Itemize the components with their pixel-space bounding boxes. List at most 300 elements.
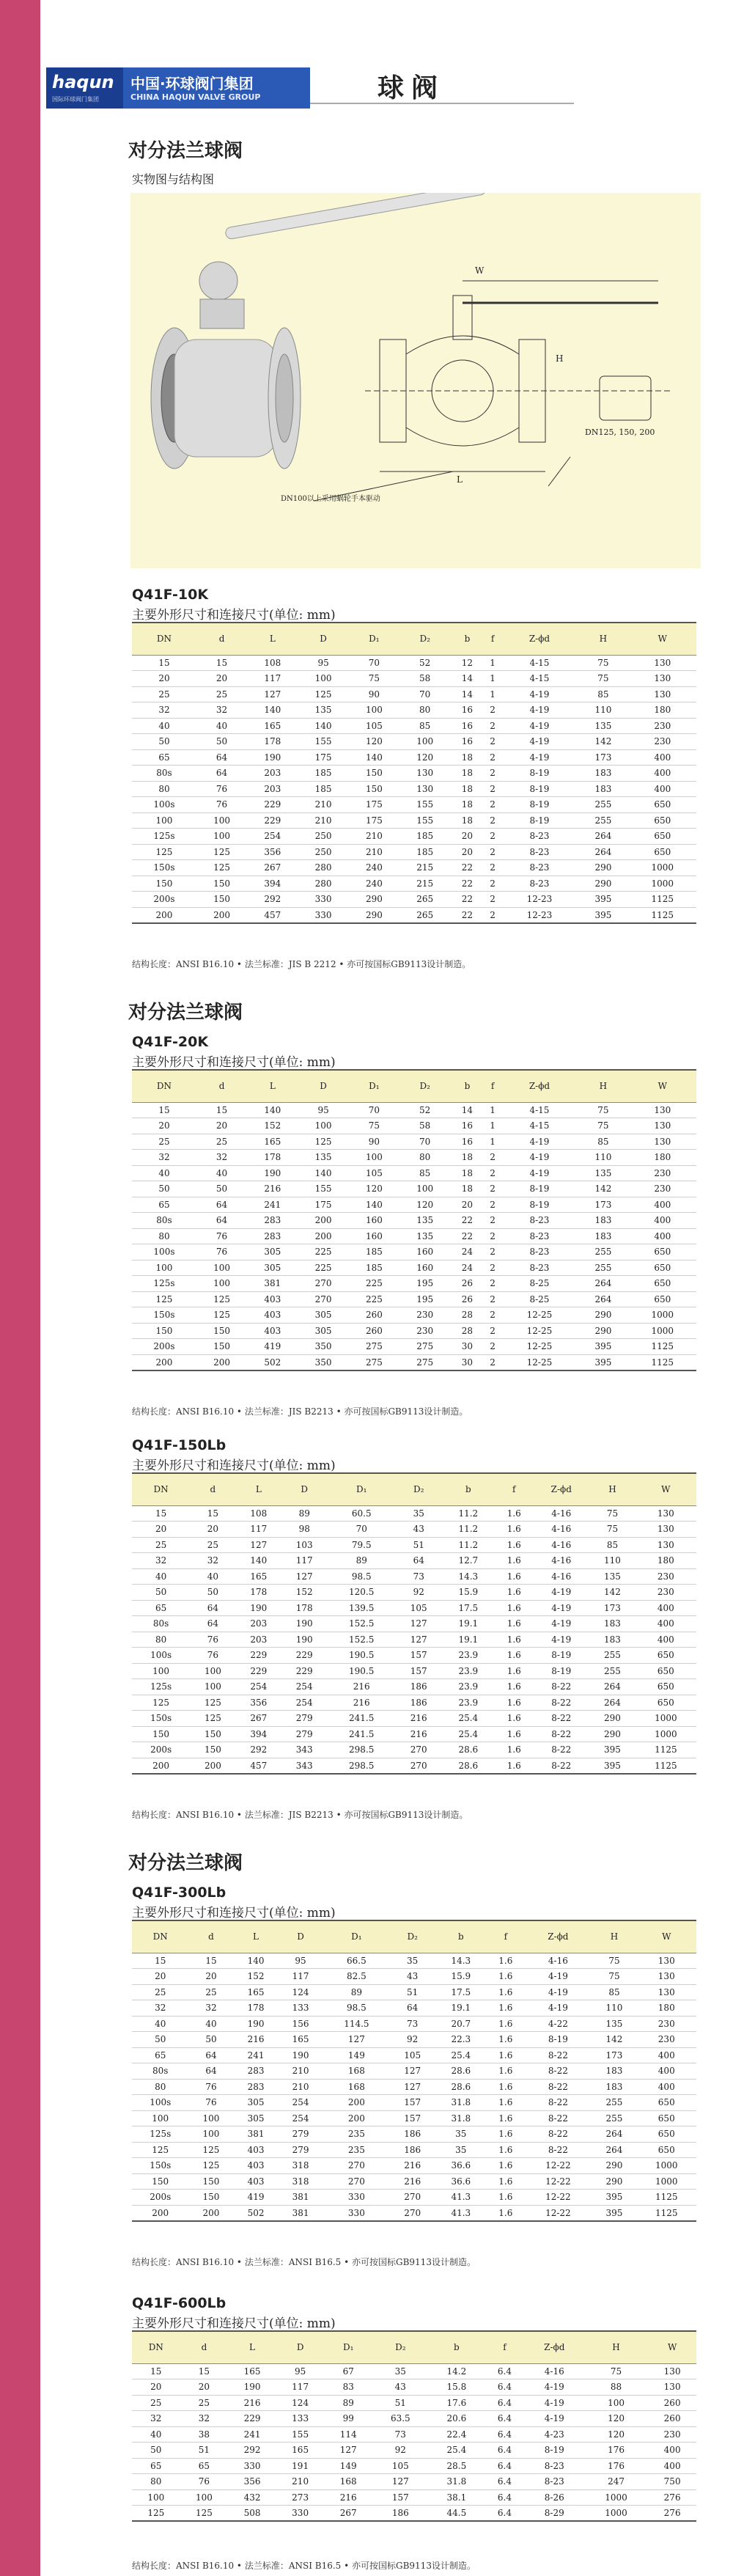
table-cell: 1.6	[487, 2190, 524, 2206]
table-header-row	[132, 1070, 696, 1102]
table-row	[132, 2506, 696, 2522]
table-cell: 200s	[132, 2190, 188, 2206]
table-cell: 70	[399, 686, 450, 702]
table-cell: 150s	[132, 2158, 188, 2174]
table-cell: 200	[132, 1354, 196, 1370]
table-cell: 283	[247, 1228, 298, 1244]
table-cell: 150	[349, 766, 399, 782]
table-cell: 12.7	[441, 1553, 495, 1569]
table-cell: 40	[196, 718, 247, 734]
table-cell: 135	[298, 702, 348, 719]
table-cell: 330	[323, 2190, 391, 2206]
table-cell: 195	[399, 1276, 450, 1292]
table-cell: 1.6	[487, 2173, 524, 2190]
table-cell: 140	[349, 749, 399, 766]
table-cell: 6.4	[485, 2474, 525, 2490]
table-cell: 6.4	[485, 2395, 525, 2411]
table-row	[132, 1695, 696, 1711]
table-cell: 125	[196, 1291, 247, 1307]
table-cell: 230	[399, 1323, 450, 1339]
table-cell: 200	[132, 1758, 190, 1774]
table-cell: 95	[298, 1102, 348, 1118]
table-cell: 8-23	[501, 1260, 578, 1276]
table-cell: 108	[247, 655, 298, 671]
table-cell: 64	[390, 2000, 435, 2017]
table-note: 结构长度：ANSI B16.10 • 法兰标准：ANSI B16.5 • 亦可按国标GB9113设计制造。	[132, 2257, 476, 2267]
table-cell: 127	[390, 2063, 435, 2080]
table-cell: 110	[578, 702, 628, 719]
table-cell: 8-19	[501, 781, 578, 797]
table-cell: 2	[485, 1181, 501, 1197]
table-cell: 92	[390, 2032, 435, 2048]
table-cell: 241	[234, 2047, 279, 2063]
table-cell: 22.4	[429, 2426, 485, 2443]
table-cell: 8-19	[533, 1663, 589, 1679]
table-cell: 130	[629, 1118, 696, 1134]
column-header: H	[592, 1920, 636, 1953]
table-cell: 168	[323, 2079, 391, 2095]
table-cell: 125	[298, 686, 348, 702]
table-cell: 125	[132, 1695, 190, 1711]
table-cell: 176	[584, 2458, 649, 2474]
table-cell: 28.5	[429, 2458, 485, 2474]
table-cell: 305	[298, 1323, 348, 1339]
table-cell: 508	[228, 2506, 276, 2522]
column-header: W	[629, 1070, 696, 1102]
table-cell: 403	[234, 2142, 279, 2158]
table-cell: 15	[196, 1102, 247, 1118]
table-cell: 31.8	[435, 2110, 487, 2127]
table-cell: 4-22	[524, 2016, 592, 2032]
table-cell: 19.1	[441, 1616, 495, 1632]
table-cell: 25.4	[435, 2047, 487, 2063]
column-header: D₁	[349, 1070, 399, 1102]
table-row	[132, 1616, 696, 1632]
table-cell: 298.5	[327, 1742, 396, 1758]
column-header: D₁	[323, 1920, 391, 1953]
table-row	[132, 2426, 696, 2443]
table-cell: 100	[196, 1260, 247, 1276]
table-cell: 52	[399, 655, 450, 671]
table-cell: 18	[450, 1165, 484, 1181]
table-cell: 8-22	[533, 1711, 589, 1727]
table-cell: 2	[485, 1228, 501, 1244]
brand-name-en: CHINA HAQUN VALVE GROUP	[130, 92, 261, 102]
column-header: b	[450, 623, 484, 655]
column-header: D	[298, 1070, 348, 1102]
table-cell: 2	[485, 797, 501, 813]
table-cell: 4-19	[533, 1600, 589, 1616]
table-cell: 275	[349, 1339, 399, 1355]
table-cell: 183	[578, 1213, 628, 1229]
table-cell: 150s	[132, 860, 196, 876]
table-cell: 18	[450, 812, 484, 829]
table-cell: 12-22	[524, 2190, 592, 2206]
table-cell: 32	[132, 1553, 190, 1569]
table-row	[132, 686, 696, 702]
table-cell: 1000	[629, 1307, 696, 1324]
table-cell: 40	[132, 1165, 196, 1181]
table-cell: 65	[132, 2047, 188, 2063]
table-cell: 89	[323, 1984, 391, 2000]
table-cell: 32	[190, 1553, 235, 1569]
table-caption: 主要外形尺寸和连接尺寸(单位: mm)	[132, 1458, 336, 1473]
table-cell: 80	[132, 1632, 190, 1648]
table-cell: 80s	[132, 766, 196, 782]
table-cell: 200	[323, 2110, 391, 2127]
table-row	[132, 1953, 696, 1969]
table-cell: 15	[132, 1505, 190, 1522]
table-cell: 1.6	[487, 2047, 524, 2063]
table-cell: 264	[592, 2127, 636, 2143]
table-cell: 419	[234, 2190, 279, 2206]
table-cell: 12-25	[501, 1323, 578, 1339]
table-cell: 135	[578, 1165, 628, 1181]
table-cell: 400	[629, 766, 696, 782]
table-row	[132, 1522, 696, 1538]
table-cell: 1.6	[495, 1568, 533, 1585]
table-cell: 4-19	[501, 702, 578, 719]
table-cell: 76	[196, 1244, 247, 1261]
table-cell: 2	[485, 892, 501, 908]
table-cell: 135	[399, 1213, 450, 1229]
table-cell: 11.2	[441, 1537, 495, 1553]
table-cell: 1125	[637, 2190, 696, 2206]
table-cell: 4-23	[525, 2426, 584, 2443]
table-cell: 125s	[132, 1276, 196, 1292]
table-cell: 395	[578, 1354, 628, 1370]
table-cell: 264	[578, 829, 628, 845]
table-cell: 270	[298, 1276, 348, 1292]
table-row	[132, 1134, 696, 1150]
table-row	[132, 1742, 696, 1758]
table-cell: 152.5	[327, 1632, 396, 1648]
table-cell: 165	[228, 2363, 276, 2379]
table-cell: 279	[281, 1726, 327, 1742]
table-cell: 140	[234, 1953, 279, 1969]
table-cell: 1000	[636, 1711, 696, 1727]
table-cell: 8-22	[524, 2127, 592, 2143]
table-cell: 16	[450, 734, 484, 750]
table-cell: 2	[485, 1165, 501, 1181]
table-cell: 254	[281, 1679, 327, 1695]
table-cell: 105	[372, 2458, 429, 2474]
table-cell: 4-19	[501, 1165, 578, 1181]
table-cell: 64	[196, 766, 247, 782]
table-cell: 110	[589, 1553, 635, 1569]
table-cell: 149	[324, 2458, 372, 2474]
table-cell: 255	[578, 812, 628, 829]
table-cell: 152	[281, 1585, 327, 1601]
table-cell: 25	[196, 686, 247, 702]
table-cell: 1.6	[487, 2032, 524, 2048]
table-cell: 130	[629, 1102, 696, 1118]
table-cell: 190	[247, 1165, 298, 1181]
table-cell: 32	[132, 2411, 180, 2427]
table-cell: 73	[372, 2426, 429, 2443]
table-cell: 2	[485, 844, 501, 860]
table-row	[132, 2127, 696, 2143]
table-cell: 30	[450, 1339, 484, 1355]
table-cell: 432	[228, 2489, 276, 2506]
table-cell: 290	[592, 2158, 636, 2174]
table-cell: 241.5	[327, 1711, 396, 1727]
table-cell: 20	[132, 1522, 190, 1538]
table-cell: 35	[372, 2363, 429, 2379]
table-cell: 2	[485, 766, 501, 782]
table-cell: 135	[399, 1228, 450, 1244]
table-row	[132, 2489, 696, 2506]
column-header: D₂	[396, 1473, 441, 1505]
table-cell: 117	[276, 2379, 325, 2396]
table-cell: 1.6	[495, 1679, 533, 1695]
valve-drawing	[314, 281, 673, 501]
table-cell: 400	[636, 1600, 696, 1616]
table-cell: 290	[592, 2173, 636, 2190]
table-cell: 20	[196, 671, 247, 687]
column-header: H	[584, 2331, 649, 2363]
table-cell: 35	[435, 2127, 487, 2143]
table-cell: 8-22	[533, 1695, 589, 1711]
section-title: 对分法兰球阀	[128, 1852, 243, 1874]
column-header: D₁	[327, 1473, 396, 1505]
table-cell: 190	[247, 749, 298, 766]
table-cell: 8-23	[501, 1228, 578, 1244]
column-header: H	[589, 1473, 635, 1505]
table-cell: 20.7	[435, 2016, 487, 2032]
column-header: f	[487, 1920, 524, 1953]
table-cell: 216	[327, 1679, 396, 1695]
table-cell: 6.4	[485, 2379, 525, 2396]
table-row	[132, 655, 696, 671]
column-header: d	[196, 1070, 247, 1102]
table-cell: 110	[592, 2000, 636, 2017]
table-cell: 105	[390, 2047, 435, 2063]
table-cell: 1	[485, 686, 501, 702]
table-row	[132, 671, 696, 687]
table-cell: 76	[196, 797, 247, 813]
table-cell: 175	[298, 1197, 348, 1213]
table-row	[132, 2190, 696, 2206]
table-cell: 210	[349, 844, 399, 860]
table-cell: 4-19	[524, 1969, 592, 1985]
table-cell: 267	[236, 1711, 281, 1727]
table-cell: 185	[399, 844, 450, 860]
table-cell: 65	[132, 749, 196, 766]
table-cell: 25	[180, 2395, 229, 2411]
table-row	[132, 1165, 696, 1181]
table-cell: 4-19	[533, 1616, 589, 1632]
table-cell: 403	[234, 2173, 279, 2190]
table-row	[132, 1537, 696, 1553]
table-cell: 343	[281, 1742, 327, 1758]
table-cell: 23.9	[441, 1679, 495, 1695]
table-cell: 8-19	[524, 2032, 592, 2048]
table-cell: 124	[276, 2395, 325, 2411]
table-row	[132, 892, 696, 908]
table-cell: 125	[132, 844, 196, 860]
table-cell: 270	[298, 1291, 348, 1307]
table-cell: 185	[349, 1260, 399, 1276]
table-cell: 1.6	[495, 1711, 533, 1727]
table-cell: 125	[196, 844, 247, 860]
table-cell: 130	[648, 2379, 696, 2396]
table-cell: 4-19	[501, 686, 578, 702]
table-cell: 17.5	[441, 1600, 495, 1616]
table-cell: 103	[281, 1537, 327, 1553]
table-cell: 130	[636, 1505, 696, 1522]
table-cell: 89	[324, 2395, 372, 2411]
table-cell: 1000	[636, 1726, 696, 1742]
table-cell: 210	[276, 2474, 325, 2490]
table-cell: 216	[327, 1695, 396, 1711]
table-cell: 130	[636, 1522, 696, 1538]
table-cell: 400	[629, 1228, 696, 1244]
table-cell: 395	[592, 2205, 636, 2221]
table-cell: 650	[637, 2127, 696, 2143]
table-cell: 90	[349, 1134, 399, 1150]
table-cell: 178	[234, 2000, 279, 2017]
column-header: H	[578, 1070, 628, 1102]
table-cell: 165	[247, 1134, 298, 1150]
table-cell: 8-23	[501, 1213, 578, 1229]
table-cell: 157	[396, 1648, 441, 1664]
table-cell: 150	[132, 876, 196, 892]
table-cell: 4-19	[525, 2395, 584, 2411]
table-cell: 225	[349, 1276, 399, 1292]
table-cell: 175	[349, 797, 399, 813]
table-caption: 主要外形尺寸和连接尺寸(单位: mm)	[132, 1055, 336, 1070]
table-cell: 157	[390, 2095, 435, 2111]
table-cell: 255	[589, 1663, 635, 1679]
column-header: f	[495, 1473, 533, 1505]
table-cell: 255	[578, 1260, 628, 1276]
table-row	[132, 1118, 696, 1134]
table-cell: 400	[636, 1632, 696, 1648]
table-cell: 8-25	[501, 1291, 578, 1307]
table-cell: 150	[132, 2173, 188, 2190]
table-cell: 203	[247, 766, 298, 782]
table-cell: 89	[281, 1505, 327, 1522]
table-cell: 400	[637, 2047, 696, 2063]
table-cell: 80	[132, 2079, 188, 2095]
table-cell: 283	[247, 1213, 298, 1229]
table-row	[132, 1354, 696, 1370]
table-cell: 265	[399, 892, 450, 908]
table-cell: 4-16	[525, 2363, 584, 2379]
table-cell: 4-15	[501, 671, 578, 687]
table-cell: 4-16	[533, 1568, 589, 1585]
table-cell: 100	[132, 2110, 188, 2127]
table-row	[132, 1197, 696, 1213]
table-cell: 270	[396, 1758, 441, 1774]
table-cell: 400	[648, 2443, 696, 2459]
table-cell: 150	[132, 1323, 196, 1339]
table-cell: 2	[485, 1276, 501, 1292]
column-header: f	[485, 1070, 501, 1102]
table-cell: 210	[279, 2063, 323, 2080]
column-header: d	[180, 2331, 229, 2363]
table-cell: 36.6	[435, 2173, 487, 2190]
table-cell: 195	[399, 1291, 450, 1307]
table-row	[132, 2000, 696, 2017]
table-cell: 14.2	[429, 2363, 485, 2379]
section-title: 对分法兰球阀	[128, 140, 243, 162]
table-cell: 381	[234, 2127, 279, 2143]
dim-label-h: H	[556, 353, 564, 364]
table-cell: 28.6	[435, 2063, 487, 2080]
table-cell: 650	[637, 2110, 696, 2127]
table-cell: 15.8	[429, 2379, 485, 2396]
table-cell: 19.1	[435, 2000, 487, 2017]
table-cell: 40	[132, 2426, 180, 2443]
table-cell: 150	[188, 2173, 233, 2190]
table-cell: 175	[298, 749, 348, 766]
table-row	[132, 1323, 696, 1339]
table-cell: 25.4	[441, 1726, 495, 1742]
table-cell: 150	[190, 1726, 235, 1742]
column-header: H	[578, 623, 628, 655]
table-cell: 32	[196, 1150, 247, 1166]
table-cell: 130	[629, 655, 696, 671]
table-cell: 350	[298, 1339, 348, 1355]
table-cell: 41.3	[435, 2205, 487, 2221]
table-cell: 283	[234, 2079, 279, 2095]
table-cell: 100	[188, 2110, 233, 2127]
column-header: W	[636, 1473, 696, 1505]
table-cell: 280	[298, 876, 348, 892]
table-cell: 105	[349, 718, 399, 734]
table-cell: 2	[485, 1323, 501, 1339]
table-cell: 76	[196, 781, 247, 797]
table-cell: 12-25	[501, 1307, 578, 1324]
table-cell: 2	[485, 1307, 501, 1324]
table-cell: 8-26	[525, 2489, 584, 2506]
column-header: D₁	[324, 2331, 372, 2363]
table-row	[132, 1984, 696, 2000]
table-cell: 229	[247, 797, 298, 813]
table-cell: 142	[592, 2032, 636, 2048]
table-row	[132, 766, 696, 782]
table-cell: 216	[324, 2489, 372, 2506]
table-cell: 25	[132, 1134, 196, 1150]
table-cell: 290	[578, 1323, 628, 1339]
table-cell: 130	[636, 1537, 696, 1553]
table-cell: 35	[390, 1953, 435, 1969]
table-cell: 1000	[637, 2158, 696, 2174]
table-row	[132, 2095, 696, 2111]
table-cell: 133	[279, 2000, 323, 2017]
table-cell: 114	[324, 2426, 372, 2443]
table-cell: 350	[298, 1354, 348, 1370]
table-cell: 157	[396, 1663, 441, 1679]
brand-block	[123, 67, 310, 109]
table-cell: 125	[188, 2142, 233, 2158]
table-cell: 254	[281, 1695, 327, 1711]
table-cell: 75	[578, 655, 628, 671]
table-cell: 400	[629, 1213, 696, 1229]
dimension-table	[132, 1472, 696, 1775]
table-cell: 1.6	[487, 2095, 524, 2111]
table-cell: 305	[247, 1260, 298, 1276]
table-cell: 276	[648, 2489, 696, 2506]
table-cell: 6.4	[485, 2426, 525, 2443]
table-cell: 32	[188, 2000, 233, 2017]
table-cell: 127	[236, 1537, 281, 1553]
brand-name-cn: 中国·环球阀门集团	[130, 75, 254, 92]
table-cell: 80s	[132, 1213, 196, 1229]
table-cell: 235	[323, 2127, 391, 2143]
